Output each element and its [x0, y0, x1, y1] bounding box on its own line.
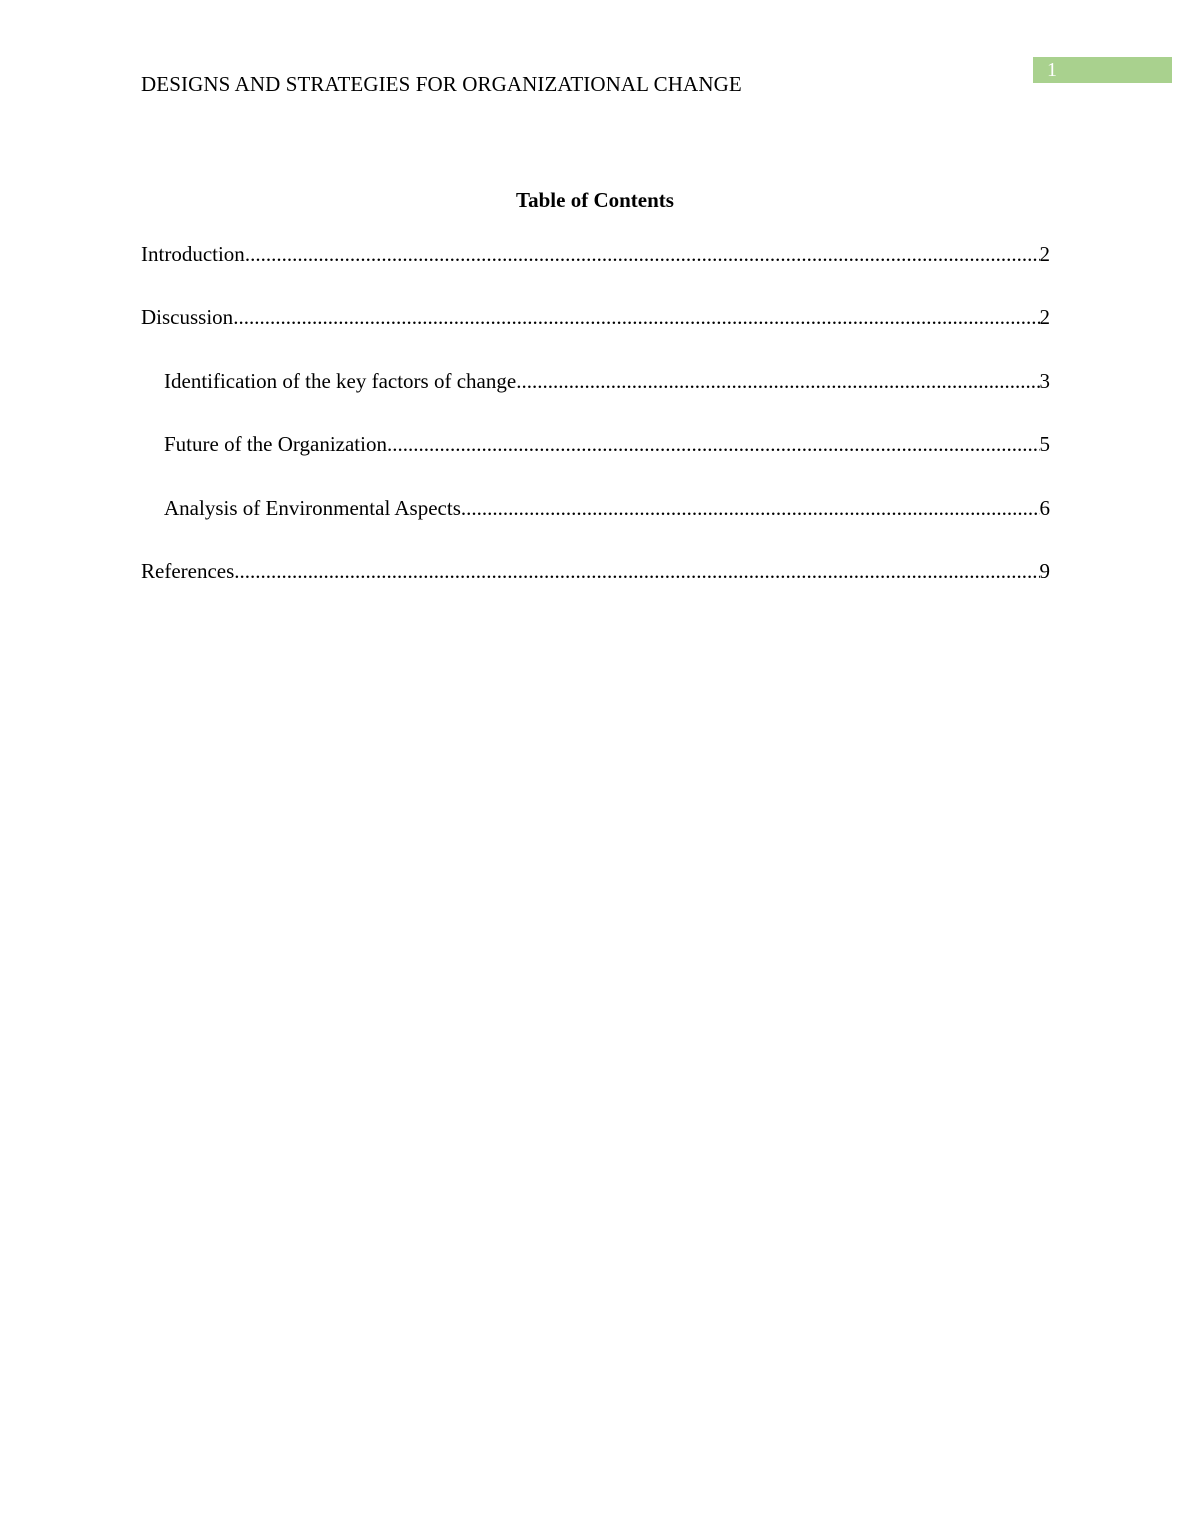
toc-entry-page: 9: [1039, 558, 1050, 583]
running-head: DESIGNS AND STRATEGIES FOR ORGANIZATIONAL CHANGE: [141, 72, 742, 96]
toc-dot-leader: [245, 240, 1040, 268]
toc-entry-label: Introduction: [141, 242, 245, 266]
toc-entry-references[interactable]: [141, 557, 1050, 620]
toc-entry-discussion[interactable]: [141, 303, 1050, 366]
toc-entry-introduction[interactable]: [141, 240, 1050, 303]
toc-entry-page: 6: [1039, 495, 1050, 520]
toc-entry-page: 3: [1039, 368, 1050, 393]
page-number-badge: [1033, 57, 1172, 83]
toc-entry-label: Identification of the key factors of change: [164, 368, 517, 393]
toc-entry-key-factors[interactable]: [141, 367, 1050, 430]
toc-entry-label: Future of the Organization: [164, 432, 387, 457]
toc-dot-leader: [387, 430, 1040, 458]
table-of-contents: [141, 240, 1050, 620]
toc-entry-future-organization[interactable]: [141, 430, 1050, 493]
toc-entry-page: 2: [1039, 242, 1050, 266]
page-number: 1: [1047, 59, 1057, 81]
toc-heading: Table of Contents: [516, 188, 674, 212]
toc-entry-label: References: [141, 558, 235, 583]
toc-dot-leader: [516, 367, 1039, 395]
toc-dot-leader: [234, 557, 1039, 585]
toc-entry-page: 5: [1039, 432, 1050, 457]
toc-dot-leader: [461, 494, 1040, 522]
toc-dot-leader: [233, 303, 1039, 331]
toc-entry-label: Discussion: [141, 305, 234, 330]
toc-entry-label: Analysis of Environmental Aspects: [164, 495, 461, 520]
toc-entry-page: 2: [1039, 305, 1050, 330]
toc-entry-environmental-aspects[interactable]: [141, 494, 1050, 557]
